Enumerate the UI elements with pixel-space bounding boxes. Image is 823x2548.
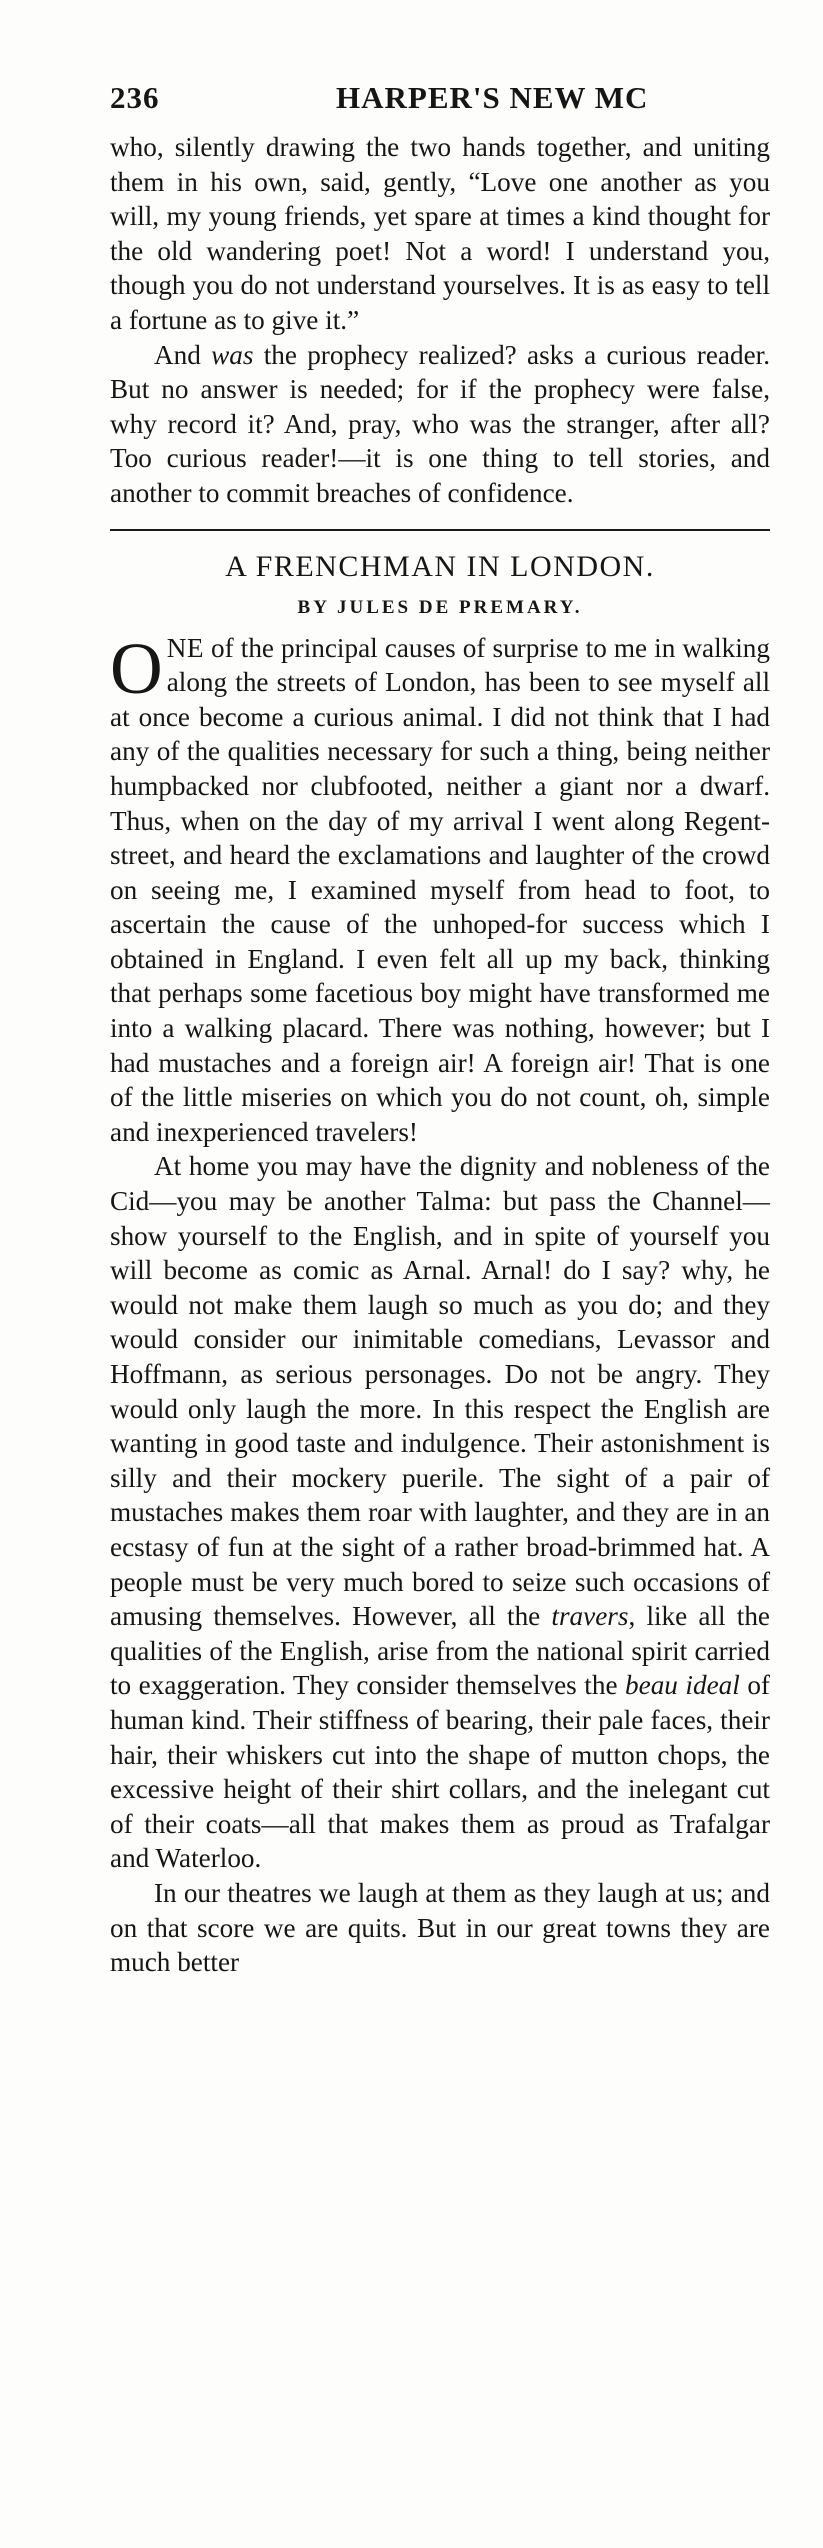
article-byline: BY JULES DE PREMARY. <box>297 596 583 618</box>
continued-paragraph: who, silently drawing the two hands together, and uniting them in his own, said, gently, “Love one another as you will, my young friends, yet spare at times a kind thought for the old wandering poet! Not a word! I understand you, though you do not understand yourselves. It is as easy to tell a fortune as to give it.” <box>110 132 770 335</box>
closing-text-end: the prophecy realized? asks a curious reader. But no answer is needed; for if the prophecy were false, why record it? And, pray, who was the stranger, after all? Too curious reader!—it is one thing to tell stories, and another to commit breaches of confidence. <box>110 339 770 508</box>
page-number: 236 <box>110 80 160 115</box>
emphasis-beau-ideal: beau ideal <box>625 1670 740 1701</box>
section-divider <box>110 529 770 531</box>
article-first-paragraph <box>110 627 770 1150</box>
second-paragraph-part-c: of human kind. Their stiffness of bearing, their pale faces, their hair, their whiskers cut into the shape of mutton chops, the excessive height of their shirt collars, and the inelegant cut of their coats—all that makes them as proud as Trafalgar and Waterloo. <box>110 1670 770 1874</box>
first-word-rest: NE <box>166 632 204 663</box>
article-second-paragraph <box>110 1149 770 1875</box>
closing-paragraph <box>110 338 770 511</box>
journal-title: HARPER'S NEW MC <box>336 80 649 115</box>
article-title: A FRENCHMAN IN LONDON. <box>225 549 655 583</box>
drop-cap: O <box>110 627 163 709</box>
running-head <box>110 62 770 130</box>
text-column <box>110 62 770 1980</box>
first-paragraph-text: of the principal causes of surprise to me in walking along the streets of London, has been to see myself all at once become a curious animal. I did not think that I had any of the qualities necessary for such a thing, being neither humpbacked nor clubfooted, neither a giant nor a dwarf. Thus, when on the day of my arrival I went along Regent-street, and heard the exclamations and laughter of the crowd on seeing me, I examined myself from head to foot, to ascertain the cause of the unhoped-for success which I obtained in England. I even felt all up my back, thinking that perhaps some facetious boy might have transformed me into a walking placard. There was nothing, however; but I had mustaches and a foreign air! A foreign air! That is one of the little miseries on which you do not count, oh, simple and inexperienced travelers! <box>110 632 770 1147</box>
second-paragraph-part-a: At home you may have the dignity and nobleness of the Cid—you may be another Talma: but pass the Channel—show yourself to the English, and in spite of yourself you will become as comic as Arnal. Arnal! do I say? why, he would not make them laugh so much as you do; and they would consider our inimitable comedians, Levassor and Hoffmann, as serious personages. Do not be angry. They would only laugh the more. In this respect the English are wanting in good taste and indulgence. Their astonishment is silly and their mockery puerile. The sight of a pair of mustaches makes them roar with laughter, and they are in an ecstasy of fun at the sight of a rather broad-brimmed hat. A people must be very much bored to seize such occasions of amusing themselves. However, all the <box>110 1151 770 1632</box>
article-third-paragraph: In our theatres we laugh at them as they laugh at us; and on that score we are quits. But in our great towns they are much better <box>110 1877 770 1978</box>
second-paragraph-part-b: , like all the qualities of the English, arise from the national spirit carried to exaggeration. They consider themselves the <box>110 1601 770 1701</box>
closing-text-start: And <box>154 339 212 370</box>
emphasis-was: was <box>211 339 254 370</box>
emphasis-travers: travers <box>551 1601 629 1632</box>
